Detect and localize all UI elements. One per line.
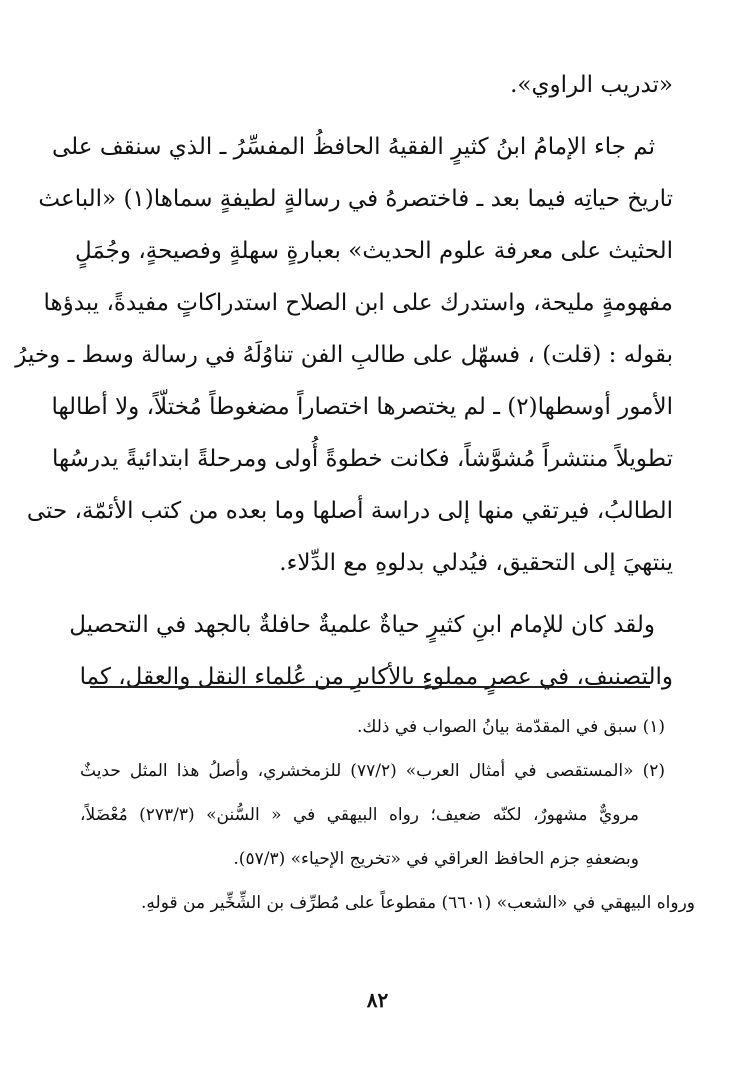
- body-line-5: مفهومةٍ مليحة، واستدرك على ابن الصلاح استدراكاتٍ مفيدةً، يبدؤها: [43, 290, 673, 316]
- body-line-12: والتصنيف، في عصرٍ مملوءٍ بالأكابرِ من عُلماء النقل والعقل، كما: [79, 664, 673, 690]
- body-line-2: ثم جاء الإمامُ ابنُ كثيرٍ الفقيهُ الحافظُ المفسِّرُ ـ الذي سنقف على: [52, 134, 655, 160]
- footnote-2-line-1: (٢) «المستقصى في أمثال العرب» (٧٧/٢) للزمخشري، وأصلُ هذا المثل حديثٌ: [80, 761, 665, 781]
- page-number: ٨٢: [366, 988, 389, 1012]
- paragraph-gap: [81, 600, 673, 610]
- footnote-2-line-3: وبضعفهِ جزم الحافظ العراقي في «تخريج الإحياء» (٥٧/٣).: [233, 849, 639, 869]
- body-line-11: ولقد كان للإمام ابنِ كثيرٍ حياةٌ علميةٌ حافلةٌ بالجهد في التحصيل: [69, 612, 655, 638]
- footnote-1: (١) سبق في المقدّمة بيانُ الصواب في ذلك.: [356, 717, 665, 737]
- body-line-7: الأمور أوسطها(٢) ـ لم يختصرها اختصاراً مضغوطاً مُختلّاً، ولا أطالها: [51, 394, 673, 420]
- body-line-6: بقوله : (قلت) ، فسهّل على طالبِ الفن تناوُلَهُ في رسالة وسط ـ وخيرُ: [15, 342, 673, 368]
- main-text: [15, 70, 673, 714]
- footnotes: [80, 714, 695, 934]
- body-line-1: «تدريب الراوي».: [510, 72, 673, 98]
- body-line-3: تاريخ حياتِه فيما بعد ـ فاختصرهُ في رسالةٍ لطيفةٍ سماها(١) «الباعث: [38, 186, 673, 212]
- body-line-10: ينتهيَ إلى التحقيق، فيُدلي بدلوهِ مع الدِّلاء.: [279, 550, 673, 576]
- body-line-4: الحثيث على معرفة علوم الحديث» بعبارةٍ سهلةٍ وفصيحةٍ، وجُمَلٍ: [74, 238, 673, 264]
- body-line-9: الطالبُ، فيرتقي منها إلى دراسة أصلها وما بعده من كتب الأئمّة، حتى: [26, 498, 673, 524]
- footnote-2-line-4: ورواه البيهقي في «الشعب» (٦٦٠١) مقطوعاً على مُطرِّف بن الشِّخِّير من قولهِ.: [141, 893, 695, 913]
- footnote-separator: [90, 686, 650, 688]
- footnote-2-line-2: مرويٌّ مشهورٌ، لكنّه ضعيف؛ رواه البيهقي في « السُّنن» (٢٧٣/٣) مُعْضَلاً،: [80, 805, 639, 825]
- body-line-8: تطويلاً منتشراً مُشوَّشاً، فكانت خطوةً أُولى ومرحلةً ابتدائيةً يدرسُها: [52, 446, 673, 472]
- paragraph-gap: [81, 122, 673, 132]
